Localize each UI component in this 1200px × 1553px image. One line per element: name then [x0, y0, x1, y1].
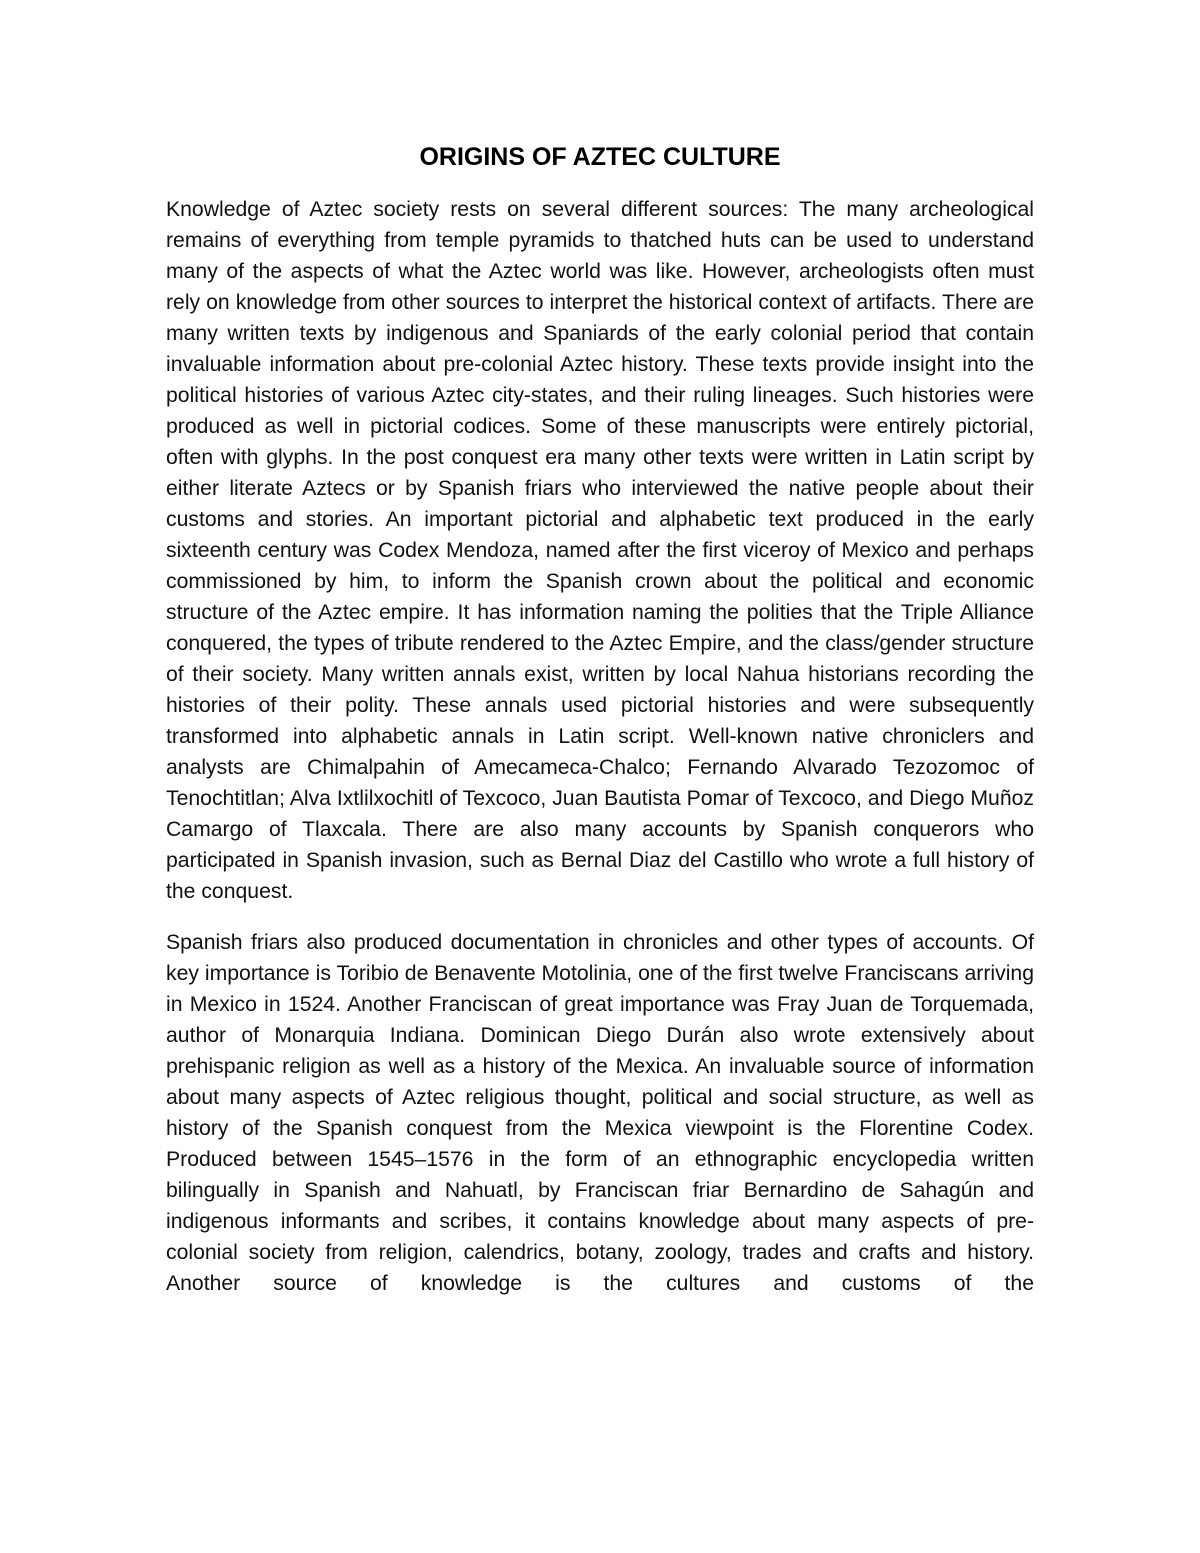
paragraph-sources: Knowledge of Aztec society rests on several different sources: The many archeological remains of everything from temple pyramids to thatched huts can be used to understand many of the aspects of what the Aztec world was like. However, archeologists often must rely on knowledge from other sources to interpret the historical context of artifacts. There are many written texts by indigenous and Spaniards of the early colonial period that contain invaluable information about pre-colonial Aztec history. These texts provide insight into the political histories of various Aztec city-states, and their ruling lineages. Such histories were produced as well in pictorial codices. Some of these manuscripts were entirely pictorial, often with glyphs. In the post conquest era many other texts were written in Latin script by either literate Aztecs or by Spanish friars who interviewed the native people about their customs and stories. An important pictorial and alphabetic text produced in the early sixteenth century was Codex Mendoza, named after the first viceroy of Mexico and perhaps commissioned by him, to inform the Spanish crown about the political and economic structure of the Aztec empire. It has information naming the polities that the Triple Alliance conquered, the types of tribute rendered to the Aztec Empire, and the class/gender structure of their society. Many written annals exist, written by local Nahua historians recording the histories of their polity. These annals used pictorial histories and were subsequently transformed into alphabetic annals in Latin script. Well-known native chroniclers and analysts are Chimalpahin of Amecameca-Chalco; Fernando Alvarado Tezozomoc of Tenochtitlan; Alva Ixtlilxochitl of Texcoco, Juan Bautista Pomar of Texcoco, and Diego Muñoz Camargo of Tlaxcala. There are also many accounts by Spanish conquerors who participated in Spanish invasion, such as Bernal Diaz del Castillo who wrote a full history of the conquest. [166, 198, 1034, 903]
document-title: ORIGINS OF AZTEC CULTURE [419, 143, 781, 171]
paragraph-friars: Spanish friars also produced documentation in chronicles and other types of accounts. Of key importance is Toribio de Benavente Motolinia, one of the first twelve Franciscans arriving in Mexico in 1524. Another Franciscan of great importance was Fray Juan de Torquemada, author of Monarquia Indiana. Dominican Diego Durán also wrote extensively about prehispanic religion as well as a history of the Mexica. An invaluable source of information about many aspects of Aztec religious thought, political and social structure, as well as history of the Spanish conquest from the Mexica viewpoint is the Florentine Codex. Produced between 1545–1576 in the form of an ethnographic encyclopedia written bilingually in Spanish and Nahuatl, by Franciscan friar Bernardino de Sahagún and indigenous informants and scribes, it contains knowledge about many aspects of pre-colonial society from religion, calendrics, botany, zoology, trades and crafts and history. Another source of knowledge is the cultures and customs of the [166, 931, 1034, 1295]
document-body [166, 194, 1034, 1299]
